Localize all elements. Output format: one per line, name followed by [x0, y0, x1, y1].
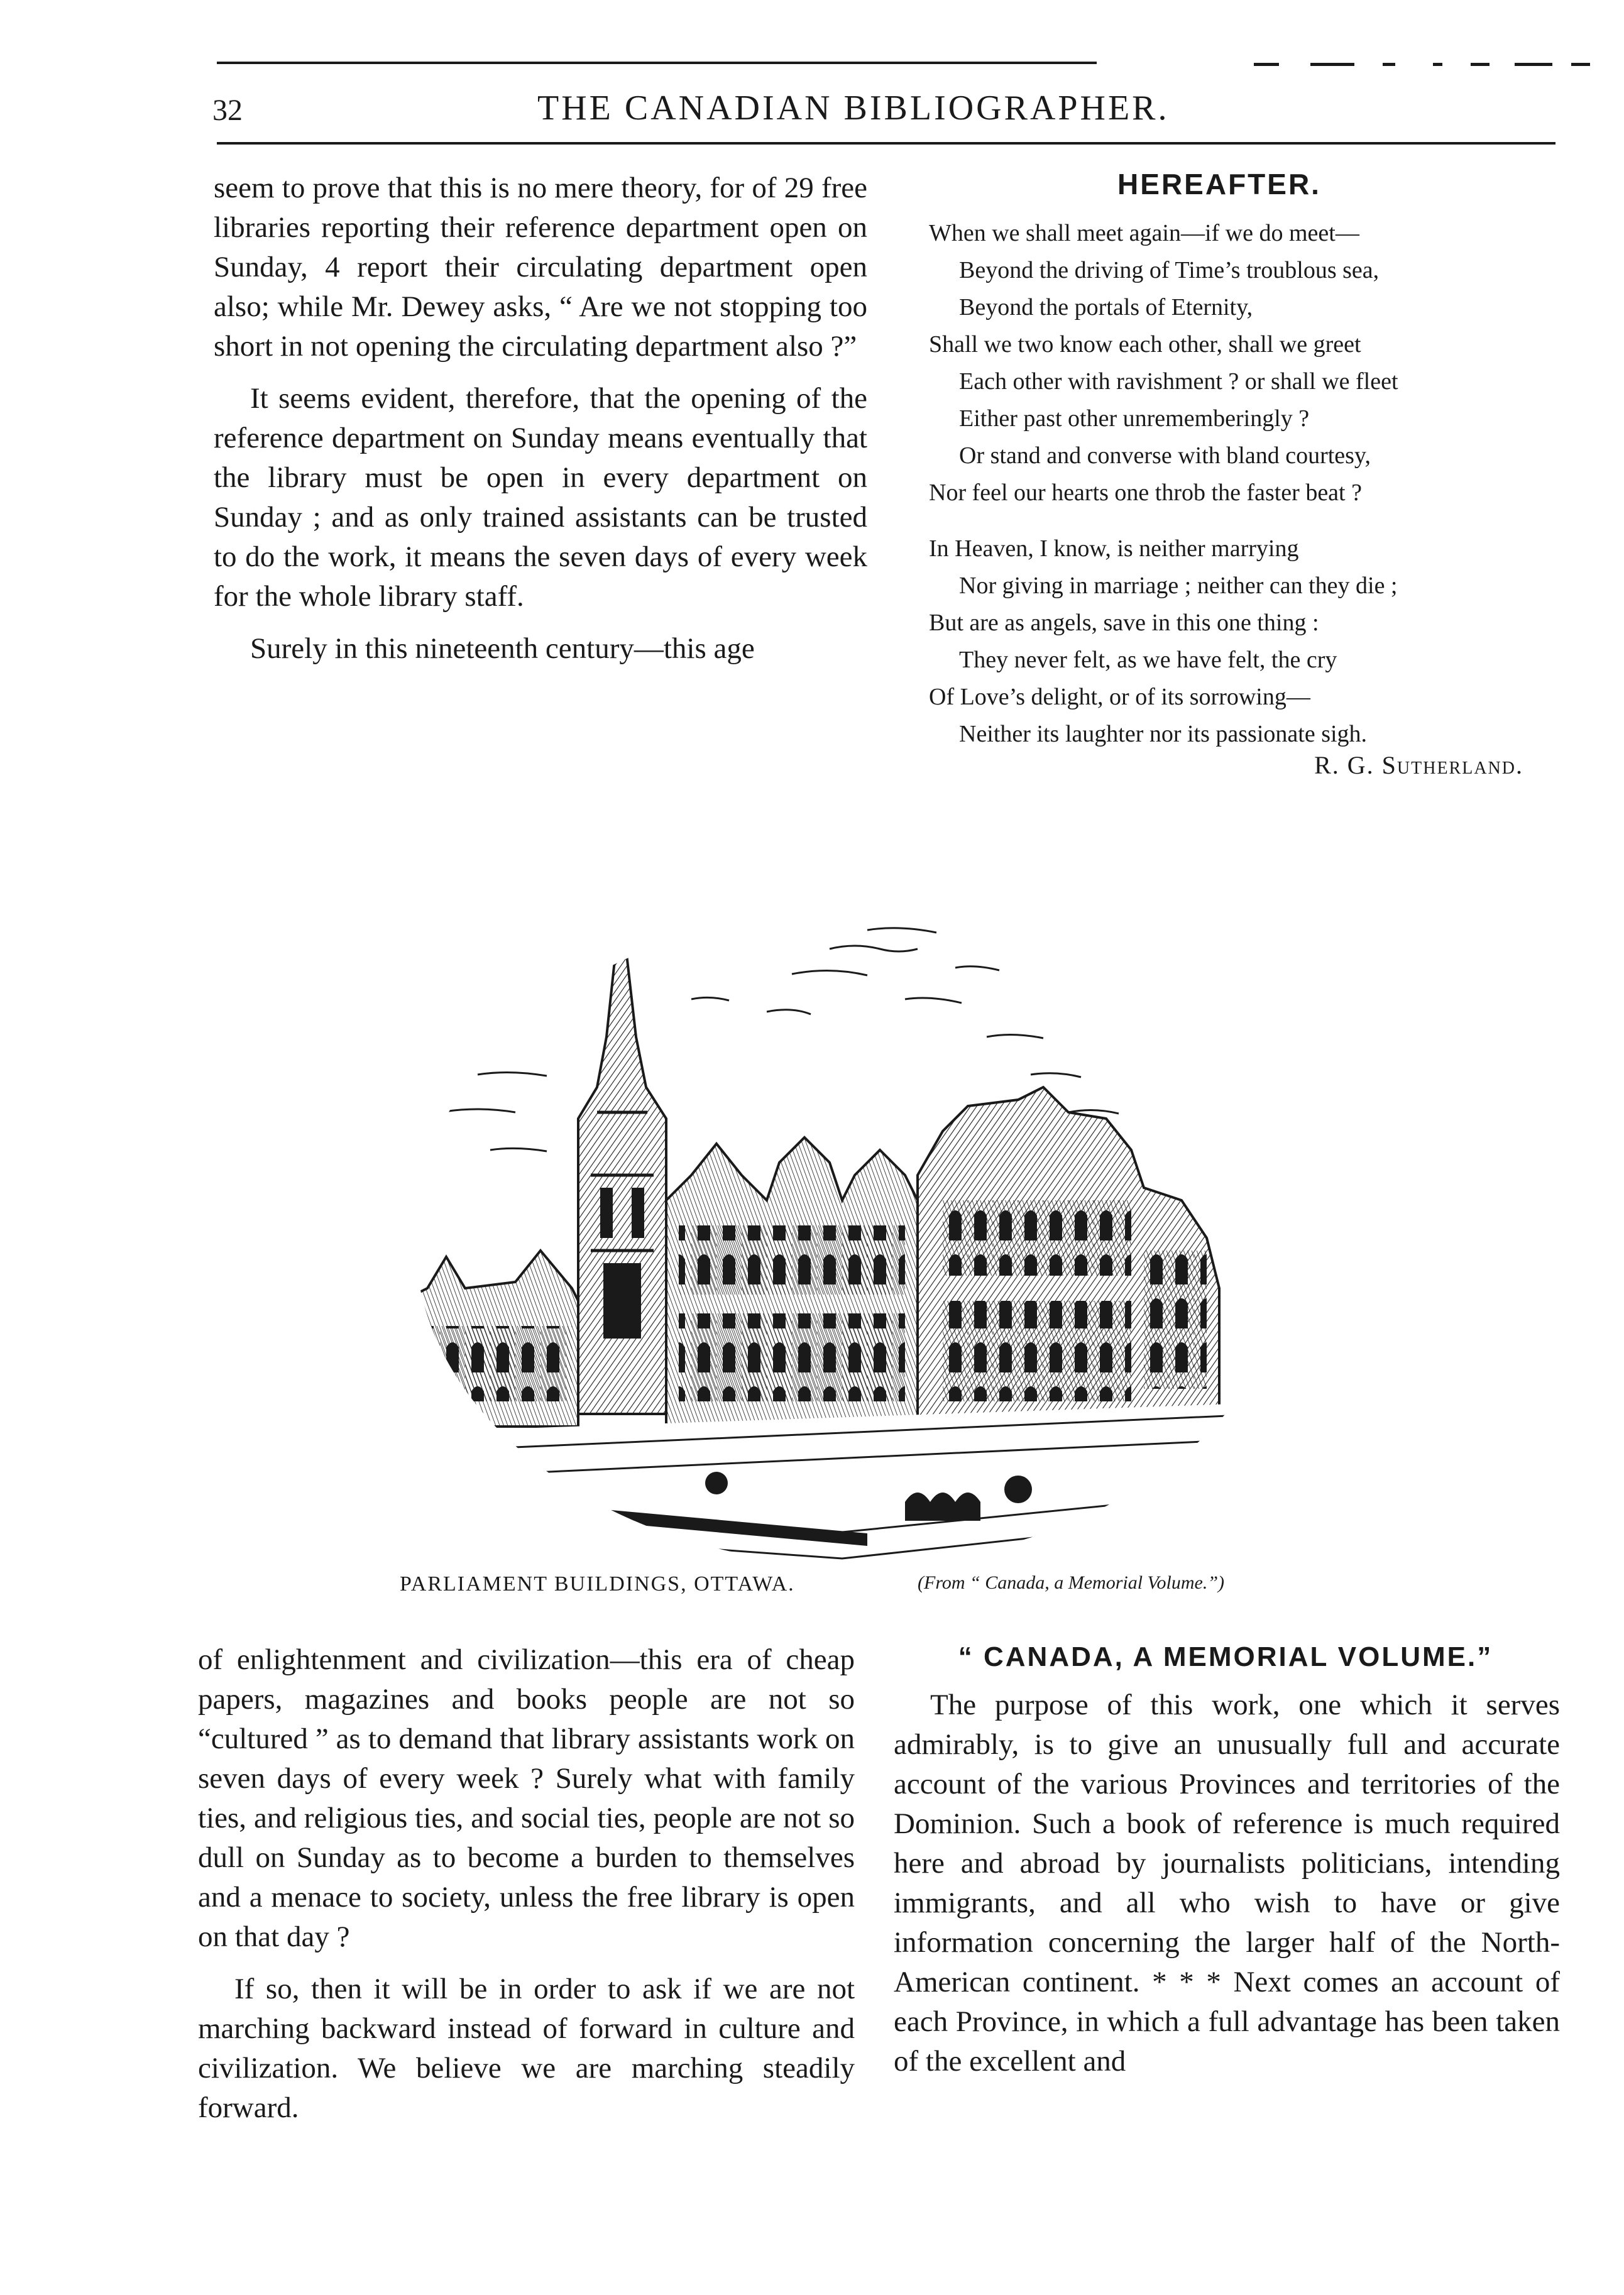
paragraph: It seems evident, therefore, that the opening of the reference department on Sunday means eventually that the library must be open in every department on Sunday ; and as only trained assistants can be trusted to do the work, it means the seven days of every week for the whole library staff. — [214, 382, 867, 613]
header-top-rule — [217, 62, 1097, 64]
paragraph: seem to prove that this is no mere theory, for of 29 free libraries reporting their reference department open on Sunday, 4 report their circulating department open also; while Mr. Dewey asks, “ Are we not stopping too short in not opening the circulating department also ?” — [214, 172, 867, 363]
poem-line: Of Love’s delight, or of its sorrowing— — [929, 684, 1310, 710]
poem-line: They never felt, as we have felt, the cry — [959, 647, 1337, 673]
poem-signature: R. G. Sutherland. — [1314, 751, 1523, 779]
poem-line: Neither its laughter nor its passionate sigh. — [959, 721, 1368, 747]
poem-stanza-2 — [929, 530, 1557, 753]
paragraph: If so, then it will be in order to ask if we are not marching backward instead of forward in culture and civilization. We believe we are marching steadily forward. — [198, 1973, 855, 2124]
illustration-caption: PARLIAMENT BUILDINGS, OTTAWA. — [400, 1572, 795, 1596]
illustration-credit: (From “ Canada, a Memorial Volume.”) — [918, 1572, 1225, 1593]
page-number: 32 — [212, 94, 243, 127]
article-title: “ CANADA, A MEMORIAL VOLUME.” — [958, 1641, 1493, 1672]
poem-line: But are as angels, save in this one thing : — [929, 610, 1319, 636]
poem-line: Shall we two know each other, shall we greet — [929, 331, 1361, 358]
running-title: THE CANADIAN BIBLIOGRAPHER. — [537, 89, 1170, 128]
header-dash — [1310, 63, 1354, 66]
right-column-bottom — [894, 1685, 1560, 2081]
poem — [929, 215, 1557, 753]
header-dash — [1383, 63, 1395, 66]
poem-line: Or stand and converse with bland courtesy, — [959, 442, 1371, 469]
poem-line: When we shall meet again—if we do meet— — [929, 220, 1359, 246]
poem-line: Either past other unrememberingly ? — [959, 405, 1310, 432]
poem-line: Beyond the driving of Time’s troublous sea, — [959, 257, 1380, 283]
poem-title: HEREAFTER. — [1117, 168, 1321, 200]
poem-line: Beyond the portals of Eternity, — [959, 294, 1253, 320]
poem-line: In Heaven, I know, is neither marrying — [929, 535, 1299, 562]
parliament-buildings-illustration — [390, 848, 1307, 1590]
left-column-top — [214, 168, 867, 669]
header-dash — [1254, 63, 1279, 66]
poem-line: Nor giving in marriage ; neither can they die ; — [959, 572, 1398, 599]
paragraph: Surely in this nineteenth century—this age — [250, 632, 755, 665]
header-dash — [1471, 63, 1490, 66]
poem-line: Each other with ravishment ? or shall we fleet — [959, 368, 1398, 395]
header-bottom-rule — [217, 142, 1555, 145]
poem-line: Nor feel our hearts one throb the faster beat ? — [929, 479, 1362, 506]
header-dash — [1433, 63, 1442, 66]
header-dash — [1571, 63, 1590, 66]
header-dash — [1515, 63, 1552, 66]
poem-stanza-1 — [929, 215, 1557, 512]
left-column-bottom — [198, 1640, 855, 2128]
paragraph: of enlightenment and civilization—this era of cheap papers, magazines and books people are not so “cultured ” as to demand that library assistants work on seven days of every week ? Surely what with family ties, and religious ties, and social ties, people are not so dull on Sunday as to become a burden to themselves and a menace to society, unless the free library is open on that day ? — [198, 1643, 855, 1953]
paragraph: The purpose of this work, one which it serves admirably, is to give an unusually full and accurate account of the various Provinces and territories of the Dominion. Such a book of reference is much required here and abroad by journalists politicians, intending immigrants, and all who wish to have or give information concerning the larger half of the North-American continent. * * * Next comes an account of each Province, in which a full advantage has been taken of the excellent and — [894, 1689, 1560, 2078]
